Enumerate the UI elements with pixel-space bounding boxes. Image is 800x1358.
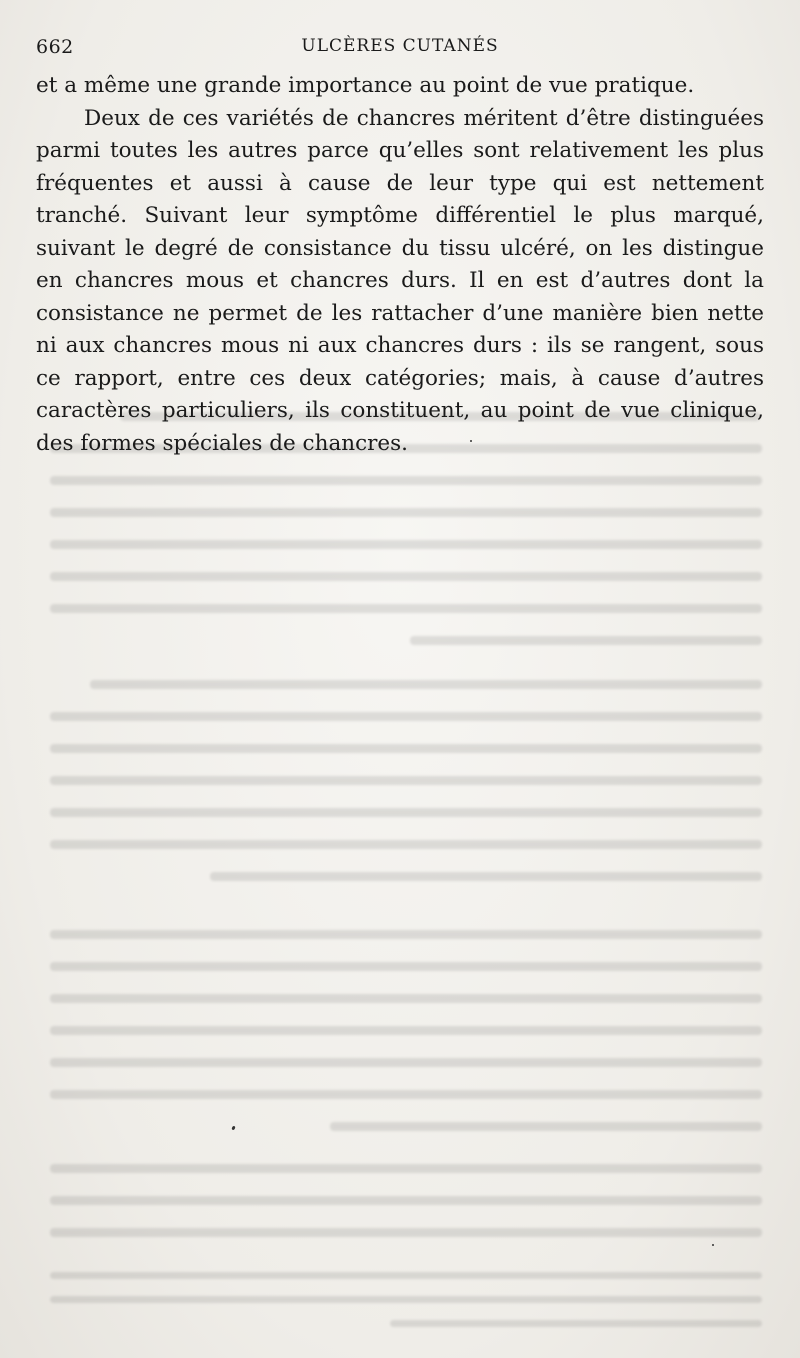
running-title: ULCÈRES CUTANÉS [301, 36, 499, 56]
ink-speck [470, 440, 472, 442]
ink-speck [712, 1244, 714, 1246]
ink-speck [231, 1126, 235, 1131]
paragraph-continuation: et a même une grande importance au point de vue pratique. [36, 73, 695, 98]
paragraph-chancre-varieties: Deux de ces variétés de chancres méritent d’être distinguées parmi toutes les autres parce qu’elles sont relativement les plus fréquentes et aussi à cause de leur type qui est nettement tranché. Suivant leur symptôme différentiel le plus marqué, suivant le degré de consistance du tissu ulcéré, on les distingue en chancres mous et chancres durs. Il en est d’autres dont la consistance ne permet de les rattacher d’une manière bien nette ni aux chancres mous ni aux chancres durs : ils se rangent, sous ce rapport, entre ces deux catégories; mais, à cause d’autres caractères particuliers, ils constituent, au point de vue clinique, des formes spéciales de chancres. [36, 105, 764, 456]
body-text [36, 70, 764, 460]
page-header [36, 36, 764, 60]
page-number: 662 [36, 36, 74, 58]
